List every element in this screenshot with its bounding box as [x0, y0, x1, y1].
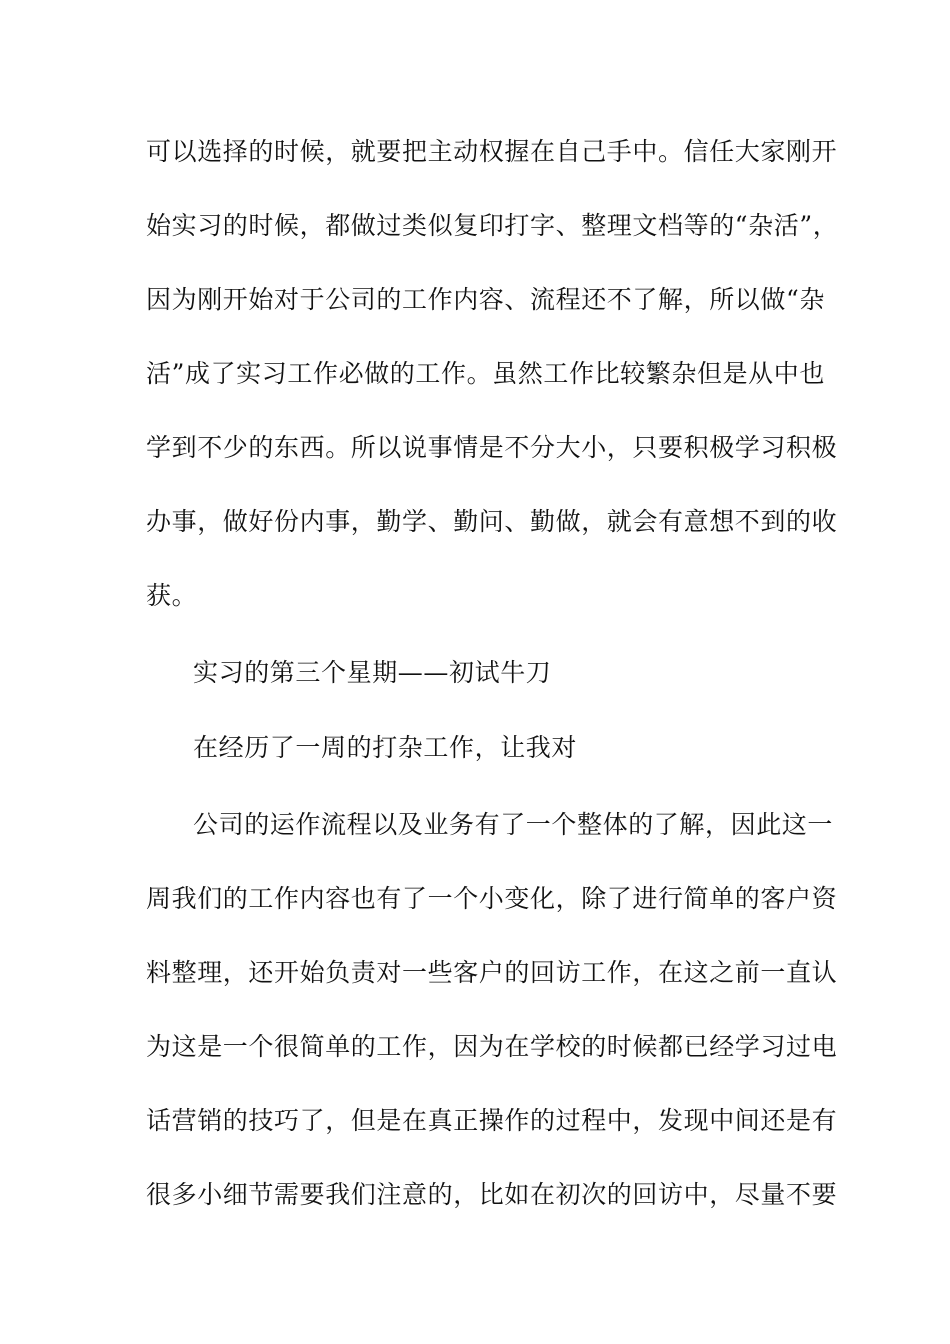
text-line: 公司的运作流程以及业务有了一个整体的了解，因此这一: [193, 810, 834, 839]
text-line: 在经历了一周的打杂工作，让我对: [193, 733, 578, 762]
text-line: 周我们的工作内容也有了一个小变化，除了进行简单的客户资: [146, 884, 838, 913]
text-line: 活”成了实习工作必做的工作。虽然工作比较繁杂但是从中也: [146, 359, 825, 388]
text-line: 很多小细节需要我们注意的，比如在初次的回访中，尽量不要: [146, 1180, 838, 1209]
text-line: 学到不少的东西。所以说事情是不分大小，只要积极学习积极: [146, 433, 838, 462]
text-line: 始实习的时候，都做过类似复印打字、整理文档等的“杂活”，: [146, 211, 839, 240]
text-line: 料整理，还开始负责对一些客户的回访工作，在这之前一直认: [146, 958, 838, 987]
text-line: 获。: [146, 581, 198, 610]
text-line: 为这是一个很简单的工作，因为在学校的时候都已经学习过电: [146, 1032, 838, 1061]
section-heading: 实习的第三个星期——初试牛刀: [193, 658, 552, 687]
text-line: 话营销的技巧了，但是在真正操作的过程中，发现中间还是有: [146, 1106, 838, 1135]
text-line: 办事，做好份内事，勤学、勤问、勤做，就会有意想不到的收: [146, 507, 838, 536]
text-line: 因为刚开始对于公司的工作内容、流程还不了解，所以做“杂: [146, 285, 825, 314]
text-line: 可以选择的时候，就要把主动权握在自己手中。信任大家刚开: [146, 137, 838, 166]
